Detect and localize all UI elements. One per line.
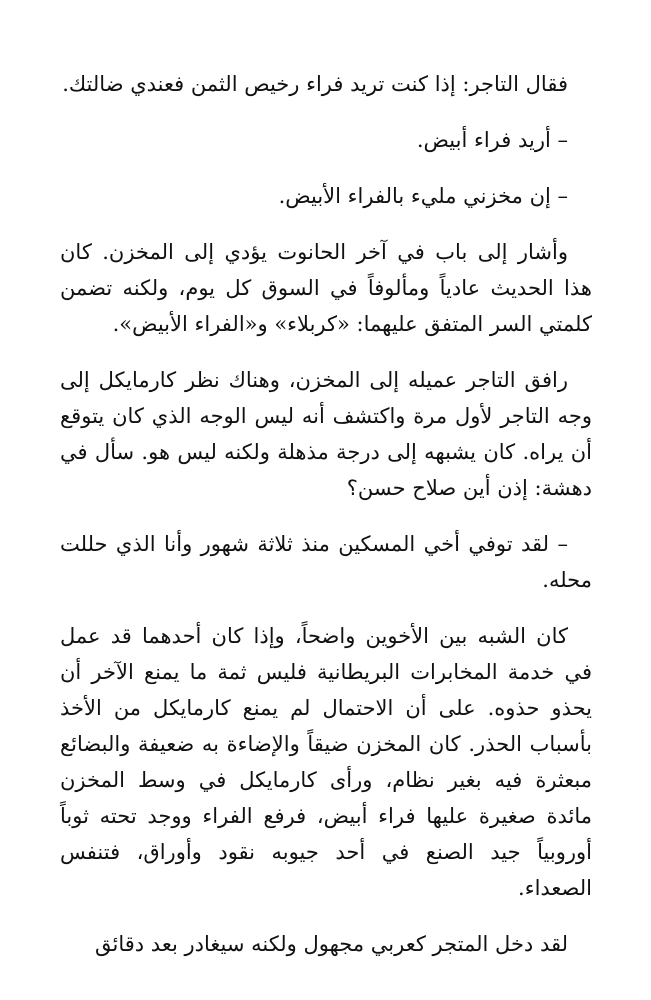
paragraph-leaving-soon: لقد دخل المتجر كعربي مجهول ولكنه سيغادر بعد دقائق (94, 932, 568, 956)
paragraph-merchant-offer: فقال التاجر: إذا كنت تريد فراء رخيص الثمن فعندي ضالتك. (62, 72, 568, 96)
book-page (60, 66, 592, 962)
paragraph-passwords: وأشار إلى باب في آخر الحانوت يؤدي إلى المخزن. كان هذا الحديث عادياً ومألوفاً في السوق كل يوم، ولكنه تضمن كلمتي السر المتفق عليهما: «كربلاء» و«الفراء الأبيض». (60, 240, 592, 336)
dialog-line-storeroom-full: – إن مخزني مليء بالفراء الأبيض. (278, 184, 568, 208)
paragraph-resemblance-caution: كان الشبه بين الأخوين واضحاً، وإذا كان أحدهما قد عمل في خدمة المخابرات البريطانية فليس ثمة ما يمنع الآخر أن يحذو حذوه. على أن الاحتمال لم يمنع كارمايكل من الأخذ بأسباب الحذر. كان المخزن ضيقاً والإضاءة به ضعيفة والبضائع مبعثرة فيه بغير نظام، ورأى كارمايكل في وسط المخزن مائدة صغيرة عليها فراء أبيض، فرفع الفراء ووجد تحته ثوباً أوروبياً جيد الصنع في أحد جيوبه نقود وأوراق، فتنفس الصعداء. (60, 624, 592, 900)
paragraph-storeroom-discovery: رافق التاجر عميله إلى المخزن، وهناك نظر كارمايكل إلى وجه التاجر لأول مرة واكتشف أنه ليس الوجه الذي كان يتوقع أن يراه. كان يشبهه إلى درجة مذهلة ولكنه ليس هو. سأل في دهشة: إذن أين صلاح حسن؟ (60, 368, 592, 500)
dialog-line-brother-died: – لقد توفي أخي المسكين منذ ثلاثة شهور وأنا الذي حللت محله. (60, 532, 592, 592)
dialog-line-white-fur-request: – أريد فراء أبيض. (416, 128, 568, 152)
